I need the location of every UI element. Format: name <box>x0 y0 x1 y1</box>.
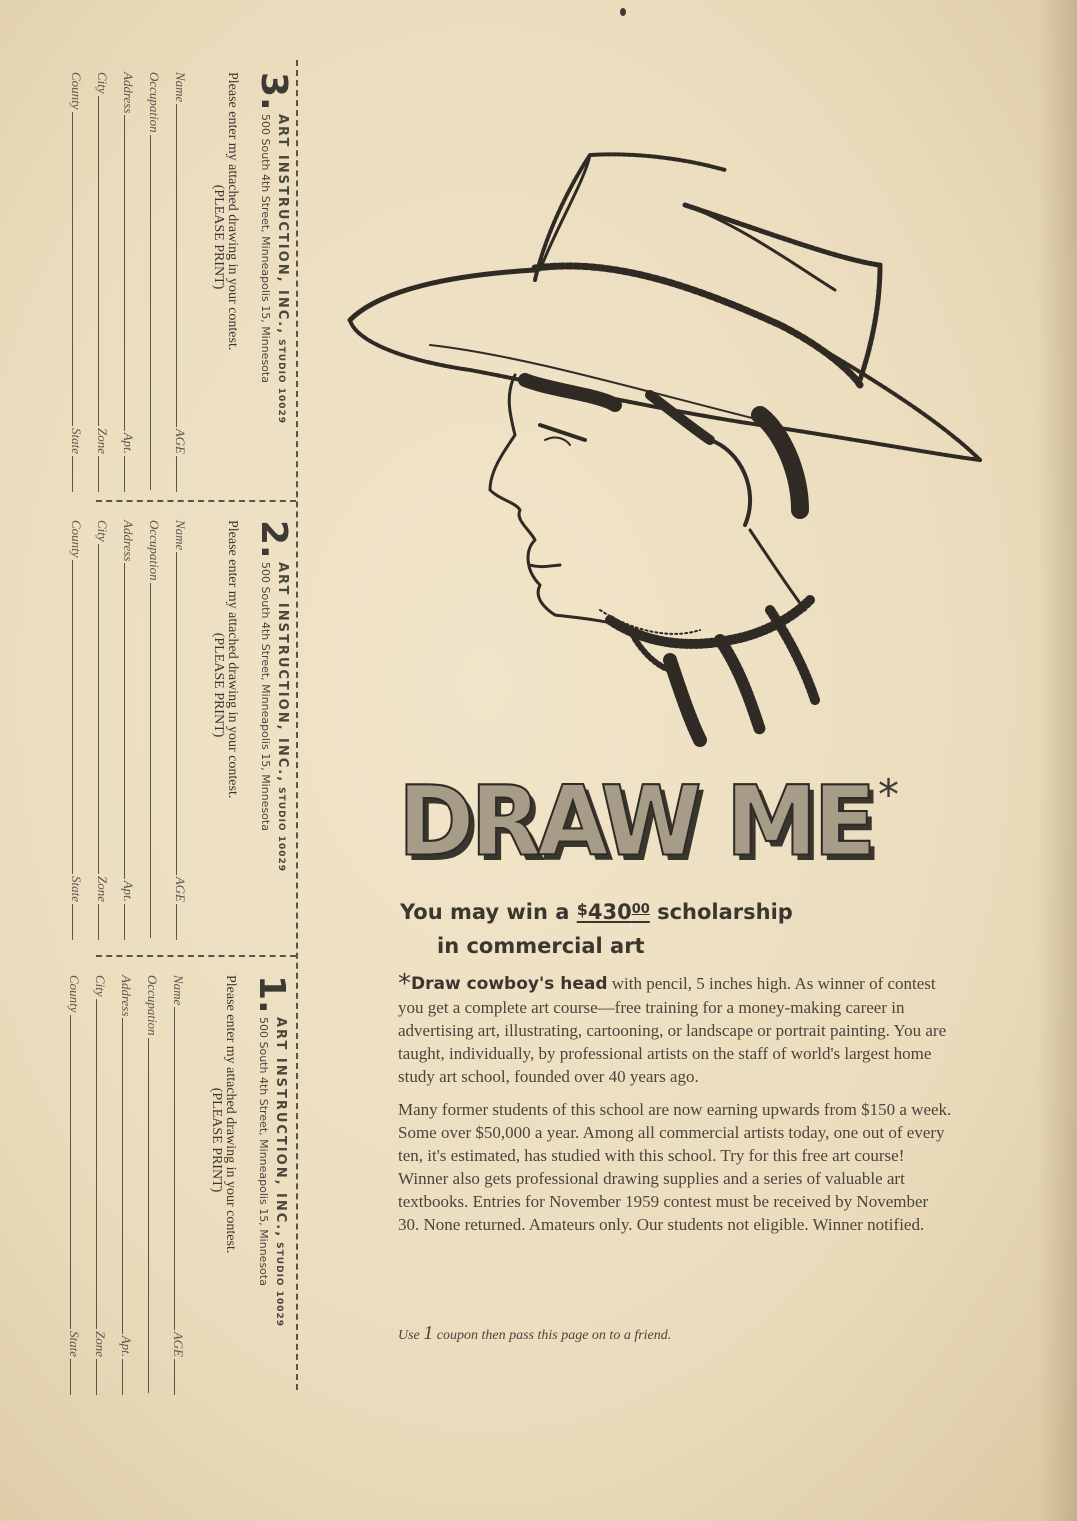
county-field[interactable]: County State <box>68 520 94 940</box>
subhead-line1: You may win a $\$430^{00}$ scholarship <box>400 900 793 924</box>
coupon-print-note: (PLEASE PRINT) <box>209 1087 224 1193</box>
occupation-field[interactable]: Occupation <box>146 72 172 492</box>
name-field[interactable]: Name AGE <box>170 975 196 1395</box>
lead-bold: *Draw cowboy's head <box>398 969 608 999</box>
scholarship-subhead <box>400 893 960 963</box>
coupon-company: ART INSTRUCTION, INC.,STUDIO 10029 <box>275 114 290 425</box>
cowboy-head-sketch <box>340 140 990 750</box>
coupon-separator <box>96 955 296 957</box>
city-field[interactable]: City Zone <box>94 72 120 492</box>
city-field[interactable]: City Zone <box>94 520 120 940</box>
coupon-company: ART INSTRUCTION, INC.,STUDIO 10029 <box>273 1017 288 1328</box>
coupon-request: Please enter my attached drawing in your contest. <box>223 975 238 1254</box>
coupon-address: 500 South 4th Street, Minneapolis 15, Minnesota <box>257 1017 270 1286</box>
address-field[interactable]: Address Apt. <box>120 72 146 492</box>
coupon-cut-line <box>296 60 298 1390</box>
coupon-print-note: (PLEASE PRINT) <box>211 632 226 738</box>
coupon-2[interactable] <box>69 520 294 940</box>
name-field[interactable]: Name AGE <box>172 72 198 492</box>
coupon-number: 2. <box>253 520 294 559</box>
name-field[interactable]: Name AGE <box>172 520 198 940</box>
coupon-address: 500 South 4th Street, Minneapolis 15, Minnesota <box>259 562 272 831</box>
headline-asterisk: * <box>878 770 899 819</box>
address-field[interactable]: Address Apt. <box>120 520 146 940</box>
coupon-print-note: (PLEASE PRINT) <box>211 184 226 290</box>
page-edge-shadow <box>1037 0 1077 1521</box>
occupation-field[interactable]: Occupation <box>144 975 170 1395</box>
paragraph-2: Many former students of this school are now earning upwards from $150 a week. Some over $50,000 a year. Among all commercial artists today, one out of every ten, it's estimated, has studied with this school. Try for this free art course! Winner also gets professional drawing supplies and a series of valuable art textbooks. Entries for November 1959 contest must be received by November 30. None returned. Amateurs only. Our students not eligible. Winner notified. <box>398 1100 952 1234</box>
coupon-form <box>68 72 198 492</box>
coupon-number: 3. <box>253 72 294 111</box>
coupon-separator <box>96 500 296 502</box>
coupon-form <box>66 975 196 1395</box>
occupation-field[interactable]: Occupation <box>146 520 172 940</box>
coupon-1[interactable] <box>67 975 292 1395</box>
footer-note: Use 1 coupon then pass this page on to a friend. <box>398 1322 672 1344</box>
address-field[interactable]: Address Apt. <box>118 975 144 1395</box>
county-field[interactable]: County State <box>68 72 94 492</box>
county-field[interactable]: County State <box>66 975 92 1395</box>
coupon-company: ART INSTRUCTION, INC.,STUDIO 10029 <box>275 562 290 873</box>
coupon-address: 500 South 4th Street, Minneapolis 15, Minnesota <box>259 114 272 383</box>
coupon-request: Please enter my attached drawing in your contest. <box>225 72 240 351</box>
ink-speck <box>620 8 626 16</box>
coupon-number: 1. <box>251 975 292 1014</box>
city-field[interactable]: City Zone <box>92 975 118 1395</box>
paragraph-1: *Draw cowboy's head with pencil, 5 inches high. As winner of contest you get a complete art course—free training for a money-making career in advertising art, illustrating, cartooning, or landscape or portrait painting. You are taught, individually, by professional artists on the staff of world's largest home study art school, founded over 40 years ago. <box>398 969 947 1086</box>
headline-draw-me: DRAW ME <box>398 765 873 878</box>
coupon-request: Please enter my attached drawing in your contest. <box>225 520 240 799</box>
coupon-3[interactable] <box>69 72 294 492</box>
ad-body-copy <box>398 969 953 1246</box>
coupon-form <box>68 520 198 940</box>
subhead-line2: in commercial art <box>437 934 645 958</box>
